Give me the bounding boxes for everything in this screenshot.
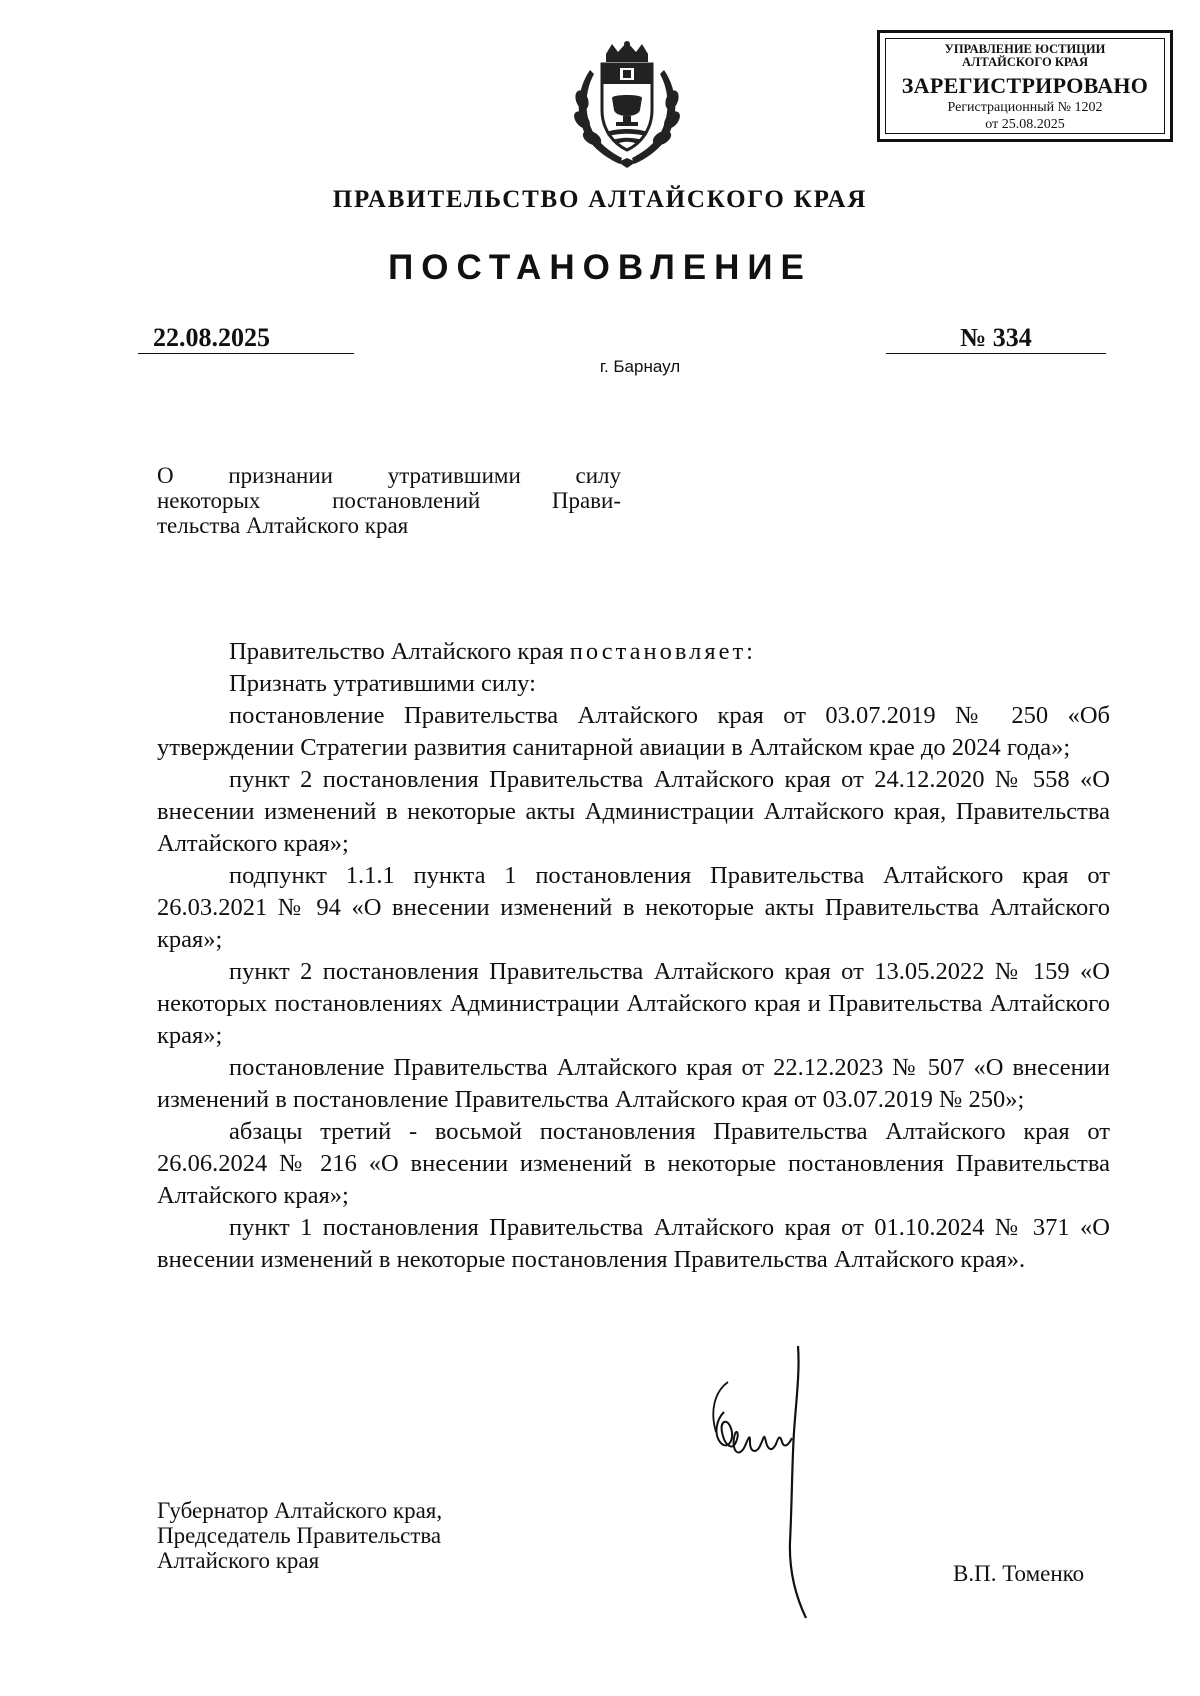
repealed-item: пункт 2 постановления Правительства Алтайского края от 24.12.2020 № 558 «О внесении изменений в некоторые акты Администрации Алтайского края, Правительства Алтайского края»; <box>157 766 1110 857</box>
document-date: 22.08.2025 <box>138 323 354 354</box>
stamp-status: ЗАРЕГИСТРИРОВАНО <box>901 73 1149 98</box>
repealed-item: подпункт 1.1.1 пункта 1 постановления Правительства Алтайского края от 26.03.2021 № 94 «О внесении изменений в некоторые акты Правительства Алтайского края»; <box>157 862 1110 953</box>
handwritten-signature-icon <box>706 1342 836 1622</box>
stamp-org-line1: УПРАВЛЕНИЕ ЮСТИЦИИ <box>944 42 1106 56</box>
subject-line-1: О признании утратившими силу <box>157 463 621 488</box>
subject-line-2: некоторых постановлений Прави- <box>157 488 621 513</box>
registration-stamp <box>877 30 1173 142</box>
signer-name: В.П. Томенко <box>953 1561 1085 1586</box>
signer-title-line3: Алтайского края <box>157 1548 320 1573</box>
stamp-date: от 25.08.2025 <box>985 117 1065 132</box>
stamp-organization <box>886 43 1164 69</box>
decree-word: постановляет: <box>569 638 756 665</box>
stamp-org-line2: АЛТАЙСКОГО КРАЯ <box>962 55 1088 69</box>
repealed-item: пункт 1 постановления Правительства Алтайского края от 01.10.2024 № 371 «О внесении изменений в некоторые постановления Правительства Алтайского края». <box>157 1214 1110 1273</box>
repealed-item: постановление Правительства Алтайского края от 22.12.2023 № 507 «О внесении изменений в постановление Правительства Алтайского края от 03.07.2019 № 250»; <box>157 1054 1110 1113</box>
signer-title-line2: Председатель Правительства <box>157 1523 442 1548</box>
intro-text: Правительство Алтайского края <box>229 638 570 665</box>
signer-title-line1: Губернатор Алтайского края, <box>157 1498 443 1523</box>
document-city: г. Барнаул <box>599 357 681 376</box>
coat-of-arms-icon <box>568 40 686 170</box>
document-number: № 334 <box>886 323 1106 354</box>
repealed-item: абзацы третий - восьмой постановления Правительства Алтайского края от 26.06.2024 № 216 «О внесении изменений в некоторые постановления Правительства Алтайского края»; <box>157 1118 1110 1209</box>
document-type: ПОСТАНОВЛЕНИЕ <box>388 248 812 287</box>
signer-title <box>157 1498 442 1573</box>
decree-intro <box>157 636 1110 668</box>
document-body <box>157 636 1110 1276</box>
repealed-item: пункт 2 постановления Правительства Алтайского края от 13.05.2022 № 159 «О некоторых постановлениях Администрации Алтайского края и Правительства Алтайского края»; <box>157 958 1110 1049</box>
declare-line: Признать утратившими силу: <box>229 670 536 697</box>
subject-line-3: тельства Алтайского края <box>157 513 409 538</box>
stamp-registration-number: Регистрационный № 1202 <box>947 100 1103 115</box>
repealed-item: постановление Правительства Алтайского края от 03.07.2019 № 250 «Об утверждении Стратегии развития санитарной авиации в Алтайском крае до 2024 года»; <box>157 702 1110 761</box>
document-subject <box>157 463 621 538</box>
government-title: ПРАВИТЕЛЬСТВО АЛТАЙСКОГО КРАЯ <box>332 186 868 213</box>
stamp-inner-frame <box>885 38 1165 134</box>
